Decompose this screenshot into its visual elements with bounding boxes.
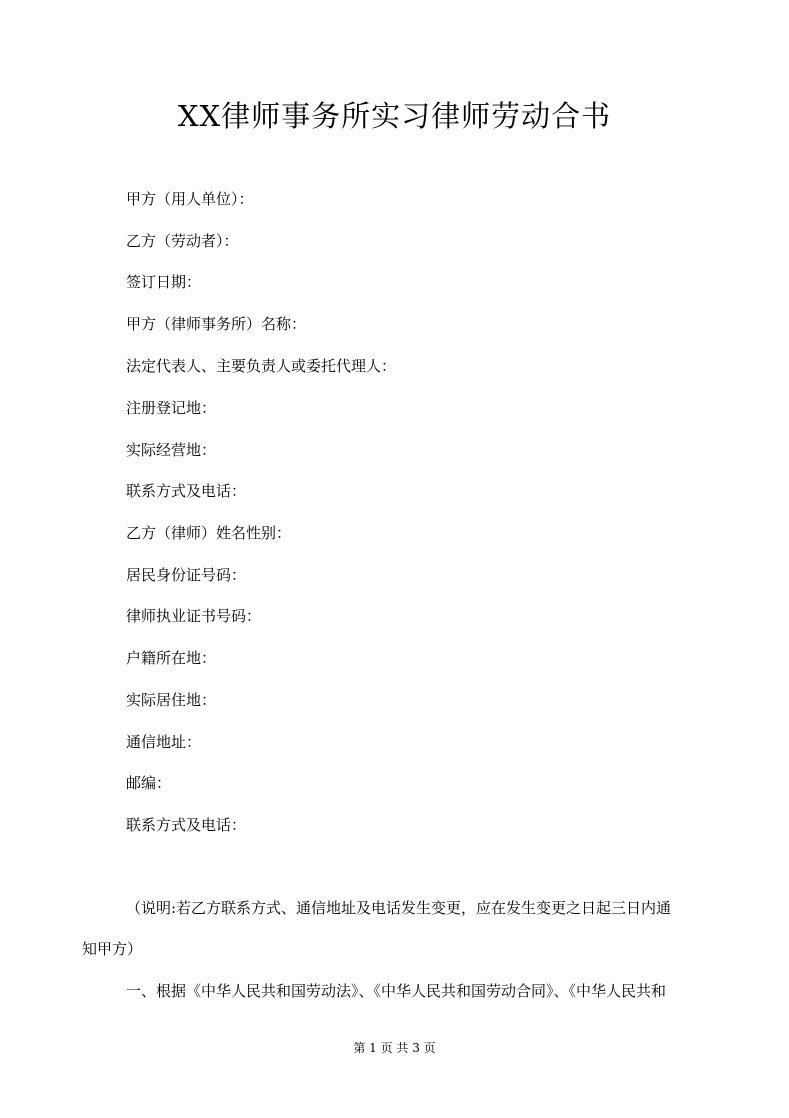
field-firm-name: 甲方（律师事务所）名称： bbox=[126, 315, 307, 333]
field-residence: 实际居住地： bbox=[126, 691, 217, 709]
clause-line-1: 一、根据《中华人民共和国劳动法》、《中华人民共和国劳动合同》、《中华人民共和 bbox=[126, 982, 667, 1000]
field-id-number: 居民身份证号码： bbox=[126, 566, 247, 584]
note-line-1: （说明:若乙方联系方式、通信地址及电话发生变更，应在发生变更之日起三日内通 bbox=[126, 899, 672, 917]
field-lawyer-name-gender: 乙方（律师）姓名性别： bbox=[126, 524, 292, 542]
field-registered-address: 注册登记地： bbox=[126, 399, 217, 417]
field-party-a-employer: 甲方（用人单位）： bbox=[126, 190, 254, 208]
field-sign-date: 签订日期： bbox=[126, 273, 202, 291]
field-party-b-worker: 乙方（劳动者）： bbox=[126, 232, 239, 250]
note-line-2: 知甲方） bbox=[82, 940, 143, 958]
field-postcode: 邮编： bbox=[126, 774, 172, 792]
document-title: XX律师事务所实习律师劳动合书 bbox=[177, 99, 612, 133]
field-mailing-address: 通信地址： bbox=[126, 733, 202, 751]
field-legal-representative: 法定代表人、主要负责人或委托代理人： bbox=[126, 357, 397, 375]
field-firm-contact: 联系方式及电话： bbox=[126, 482, 247, 500]
field-household-registration: 户籍所在地： bbox=[126, 649, 217, 667]
page-number-footer: 第 1 页 共 3 页 bbox=[353, 1041, 436, 1055]
field-license-number: 律师执业证书号码： bbox=[126, 607, 262, 625]
field-business-address: 实际经营地： bbox=[126, 441, 217, 459]
field-lawyer-contact: 联系方式及电话： bbox=[126, 816, 247, 834]
